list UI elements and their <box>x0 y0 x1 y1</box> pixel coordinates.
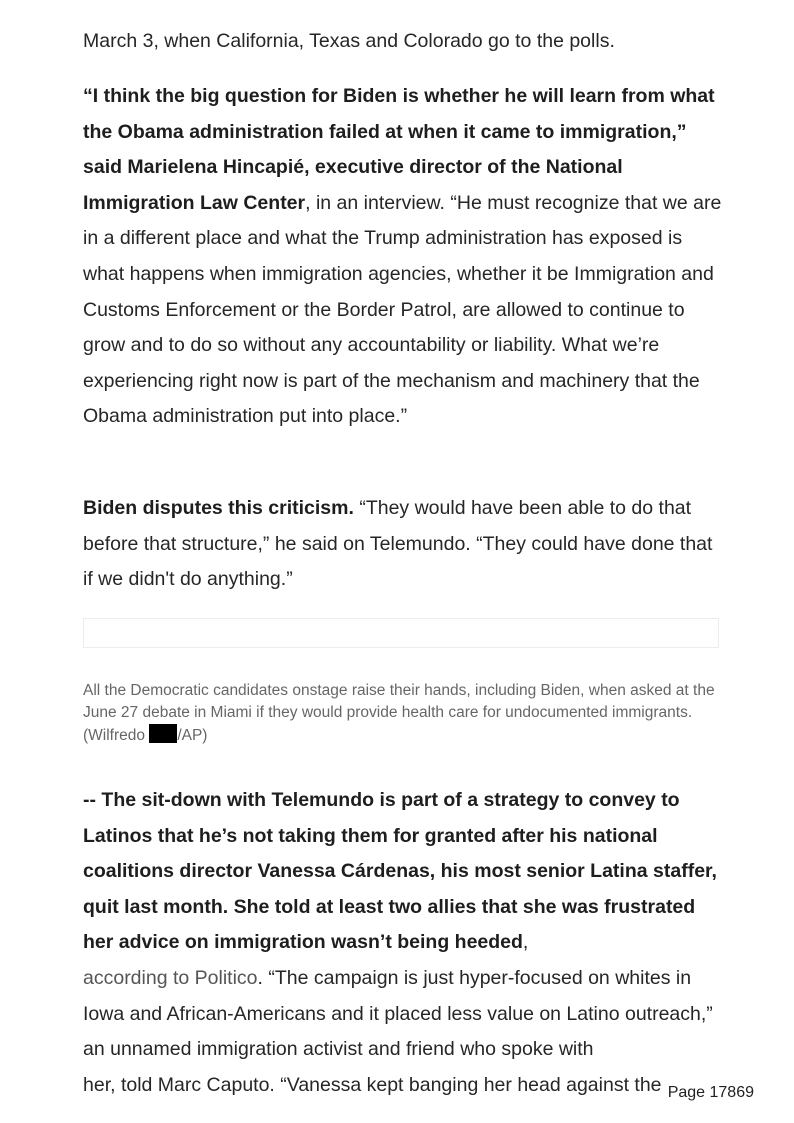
photo-caption <box>83 680 723 747</box>
paragraph-body: . “The campaign is just hyper-focused on whites in Iowa and African-Americans and it placed less value on Latino outreach,” an unnamed immigration activist and friend who spoke with <box>83 966 713 1061</box>
paragraph-body: , in an interview. “He must recognize that we are in a different place and what the Trump administration has exposed is what happens when immigration agencies, whether it be Immigration and Customs Enforcement or the Border Patrol, are allowed to continue to grow and to do so without any accountability or liability. What we’re experiencing right now is part of the mechanism and machinery that the Obama administration put into place.” <box>83 191 722 428</box>
embedded-media-placeholder <box>83 618 719 648</box>
bold-lead: -- The sit-down with Telemundo is part of a strategy to convey to Latinos that he’s not taking them for granted after his national coalitions director Vanessa Cárdenas, his most senior Latina staffer, quit last month. She told at least two allies that she was frustrated her advice on immigration wasn’t being heeded <box>83 789 717 954</box>
bottom-fragment-text: her, told Marc Caputo. “Vanessa kept banging her head against the <box>83 1074 662 1096</box>
comma: , <box>522 931 529 954</box>
bold-lead: Biden disputes this criticism. <box>83 497 354 519</box>
page-number: Page 17869 <box>667 1084 754 1101</box>
caption-text: All the Democratic candidates onstage raise their hands, including Biden, when asked at the June 27 debate in Miami if they would provide health care for undocumented immigrants. (Wilfredo <box>83 682 715 744</box>
paragraph-body: “They would have been able to do that before that structure,” he said on Telemundo. “They could have done that if we didn't do anything.” <box>83 497 713 591</box>
politico-link[interactable]: according to Politico <box>83 966 258 989</box>
cropped-top-line <box>0 0 794 60</box>
top-fragment-text: March 3, when California, Texas and Colorado go to the polls. <box>83 30 615 52</box>
paragraph-telemundo-strategy <box>83 783 723 1068</box>
paragraph-biden-disputes <box>83 491 723 598</box>
bold-lead: “I think the big question for Biden is whether he will learn from what the Obama administration failed at when it came to immigration,” said Marielena Hincapié, executive director of the National Immigration Law Center <box>83 85 715 214</box>
paragraph-hincapie-quote <box>83 79 723 435</box>
caption-credit: /AP) <box>177 727 208 744</box>
redaction-box <box>149 724 177 743</box>
